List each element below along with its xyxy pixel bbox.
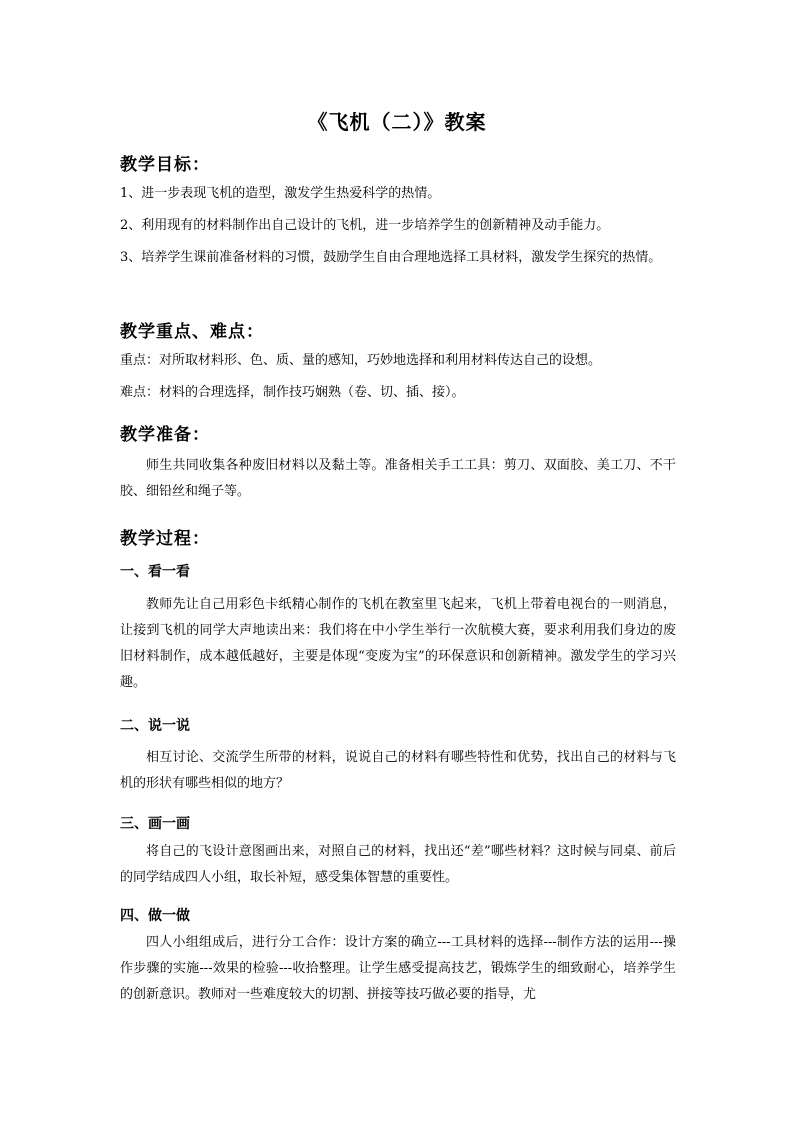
keypoint-difficulty: 难点：材料的合理选择，制作技巧娴熟（卷、切、插、接）。 [120,385,465,400]
keypoints-heading: 教学重点、难点： [120,322,264,342]
step-1-text: 教师先让自己用彩色卡纸精心制作的飞机在教室里飞起来，飞机上带着电视台的一则消息，让接到飞机的同学大声地读出来：我们将在中小学生举行一次航模大赛，要求利用我们身边的废旧材料制作，成本越低越好，主要是体现“变废为宝”的环保意识和创新精神。激发学生的学习兴趣。 [120,597,676,690]
step-4-text: 四人小组组成后，进行分工合作：设计方案的确立---工具材料的选择---制作方法的运用---操作步骤的实施---效果的检验---收拾整理。让学生感受提高技艺，锻炼学生的细致耐心，培养学生的创新意识。教师对一些难度较大的切割、拼接等技巧做必要的指导，尤 [120,935,676,1002]
step-3-heading: 三、画一画 [120,816,190,832]
step-3-text: 将自己的飞设计意图画出来，对照自己的材料，找出还“差”哪些材料？这时候与同桌、前后的同学结成四人小组，取长补短，感受集体智慧的重要性。 [120,844,676,885]
document-title: 《飞机（二）》教案 [307,110,487,134]
goal-item-3: 3、培养学生课前准备材料的习惯，鼓励学生自由合理地选择工具材料，激发学生探究的热情。 [120,250,662,265]
goal-item-1: 1、进一步表现飞机的造型，激发学生热爱科学的热情。 [120,186,441,201]
step-2-heading: 二、说一说 [120,718,190,734]
process-heading: 教学过程： [120,529,210,549]
prep-heading: 教学准备： [120,425,210,445]
prep-text: 师生共同收集各种废旧材料以及黏土等。准备相关手工工具：剪刀、双面胶、美工刀、不干胶、细铅丝和绳子等。 [120,458,676,499]
step-1-heading: 一、看一看 [120,564,190,580]
step-2-text: 相互讨论、交流学生所带的材料，说说自己的材料有哪些特性和优势，找出自己的材料与飞机的形状有哪些相似的地方？ [120,750,676,791]
keypoint-focus: 重点：对所取材料形、色、质、量的感知，巧妙地选择和利用材料传达自己的设想。 [120,353,602,368]
goals-heading: 教学目标： [120,155,210,175]
step-4-heading: 四、做一做 [120,908,190,924]
goal-item-2: 2、利用现有的材料制作出自己设计的飞机，进一步培养学生的创新精神及动手能力。 [120,218,610,233]
